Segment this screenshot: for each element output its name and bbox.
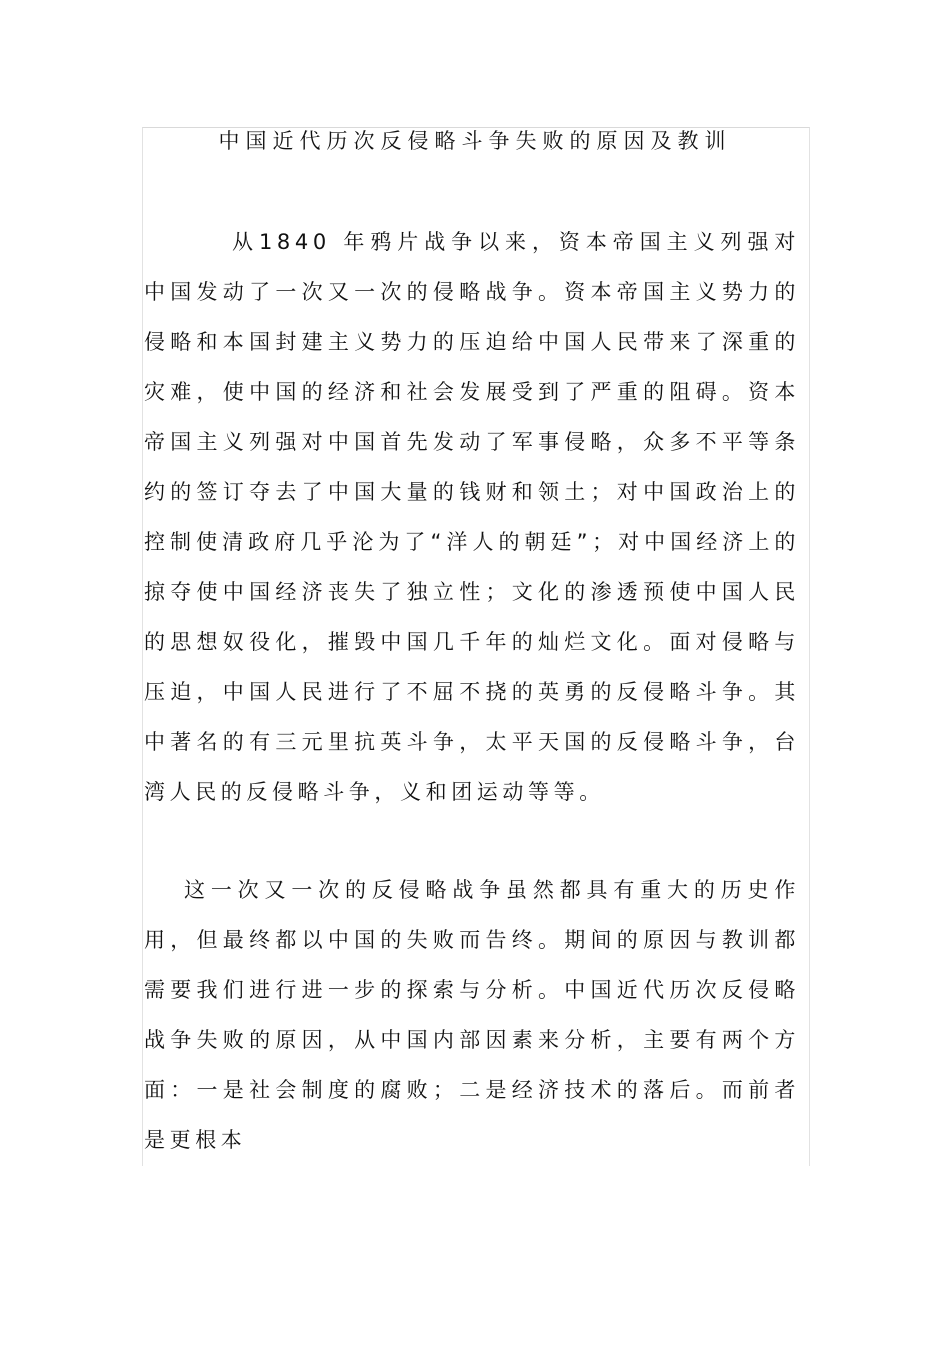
paragraph-2: 这一次又一次的反侵略战争虽然都具有重大的历史作用，但最终都以中国的失败而告终。期间的原因与教训都需要我们进行进一步的探索与分析。中国近代历次反侵略战争失败的原因，从中国内部因素来分析，主要有两个方面：一是社会制度的腐败；二是经济技术的落后。而前者是更根本: [144, 878, 800, 1152]
document-title: 中国近代历次反侵略斗争失败的原因及教训: [218, 129, 732, 153]
paragraph-1: 从1840 年鸦片战争以来，资本帝国主义列强对中国发动了一次又一次的侵略战争。资本帝国主义势力的侵略和本国封建主义势力的压迫给中国人民带来了深重的灾难，使中国的经济和社会发展受到了严重的阻碍。资本帝国主义列强对中国首先发动了军事侵略，众多不平等条约的签订夺去了中国大量的钱财和领土；对中国政治上的控制使清政府几乎沦为了“洋人的朝廷”；对中国经济上的掠夺使中国经济丧失了独立性；文化的渗透预使中国人民的思想奴役化，摧毁中国几千年的灿烂文化。面对侵略与压迫，中国人民进行了不屈不挠的英勇的反侵略斗争。其中著名的有三元里抗英斗争，太平天国的反侵略斗争，台湾人民的反侵略斗争，义和团运动等等。: [144, 230, 800, 804]
